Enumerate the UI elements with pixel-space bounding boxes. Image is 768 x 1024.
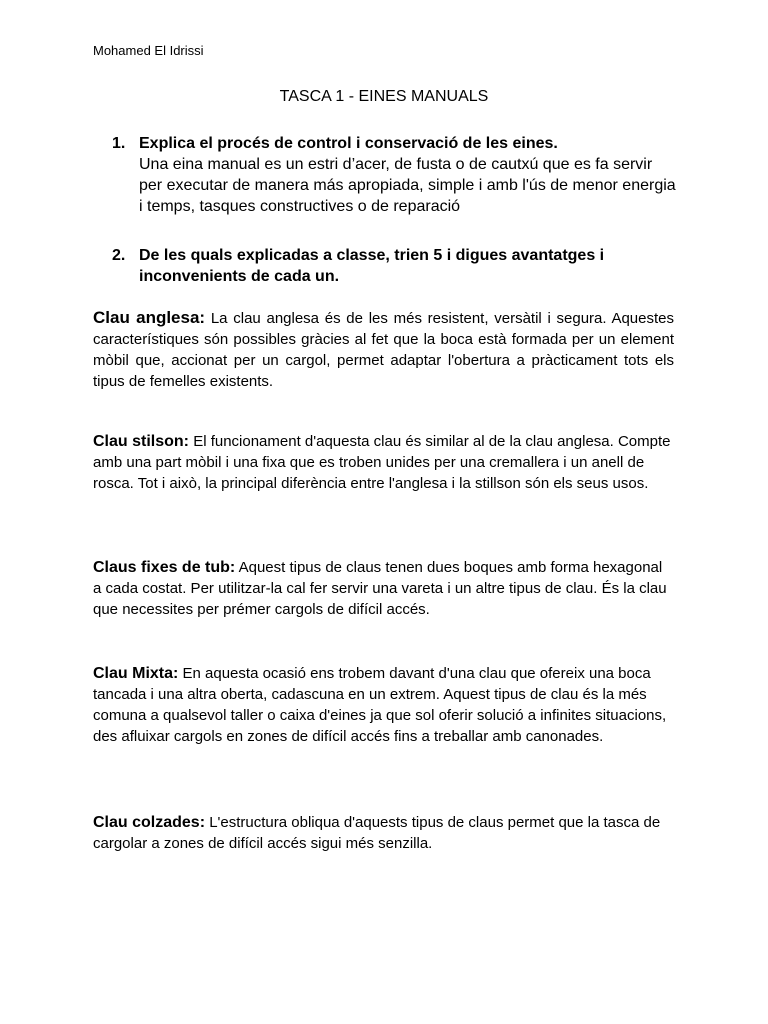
section-clau-colzades — [93, 812, 674, 854]
section-term: Clau colzades: — [93, 814, 206, 831]
question-2 — [112, 245, 677, 287]
section-term: Clau stilson: — [93, 433, 190, 450]
section-term: Clau anglesa: — [93, 308, 206, 327]
section-term: Claus fixes de tub: — [93, 559, 236, 576]
question-answer: Una eina manual es un estri d’acer, de fusta o de cautxú que es fa servir per executar de manera más apropiada, simple i amb l'ús de menor energia i temps, tasques constructives o de reparació — [139, 156, 676, 215]
document-title: TASCA 1 - EINES MANUALS — [279, 88, 489, 105]
section-clau-anglesa — [93, 307, 674, 392]
section-text: Aquest tipus de claus tenen dues boques amb forma hexagonal a cada costat. Per utilitzar-la cal fer servir una vareta i un altre tipus de clau. És la clau que necessites per prémer cargols de difícil accés. — [93, 559, 667, 618]
section-text: En aquesta ocasió ens trobem davant d'una clau que ofereix una boca tancada i una altra oberta, cadascuna en un extrem. Aquest tipus de clau és la més comuna a qualsevol taller o caixa d'eines ja que sol oferir solució a infinites situacions, des afluixar cargols en zones de difícil accés fins a treballar amb canonades. — [93, 665, 667, 745]
section-claus-fixes-de-tub — [93, 557, 674, 620]
section-text: La clau anglesa és de les més resistent, versàtil i segura. Aquestes característiques són possibles gràcies al fet que la boca està formada per un element mòbil que, accionat per un cargol, permet adaptar l'obertura a pràcticament tots els tipus de femelles existents. — [93, 310, 674, 390]
section-clau-mixta — [93, 663, 674, 747]
question-1 — [112, 133, 677, 217]
question-text: De les quals explicadas a classe, trien 5 i digues avantatges i inconvenients de cada un. — [139, 247, 605, 285]
question-number: 1. — [112, 135, 126, 152]
question-number: 2. — [112, 247, 126, 264]
section-clau-stilson — [93, 431, 674, 494]
section-term: Clau Mixta: — [93, 665, 179, 682]
author-name: Mohamed El Idrissi — [93, 43, 204, 58]
section-text: L'estructura obliqua d'aquests tipus de claus permet que la tasca de cargolar a zones de difícil accés sigui més senzilla. — [93, 814, 661, 852]
section-text: El funcionament d'aquesta clau és similar al de la clau anglesa. Compte amb una part mòbil i una fixa que es troben unides per una cremallera i un anell de rosca. Tot i això, la principal diferència entre l'anglesa i la stillson són els seus usos. — [93, 433, 671, 492]
question-text: Explica el procés de control i conservació de les eines. — [139, 135, 558, 152]
